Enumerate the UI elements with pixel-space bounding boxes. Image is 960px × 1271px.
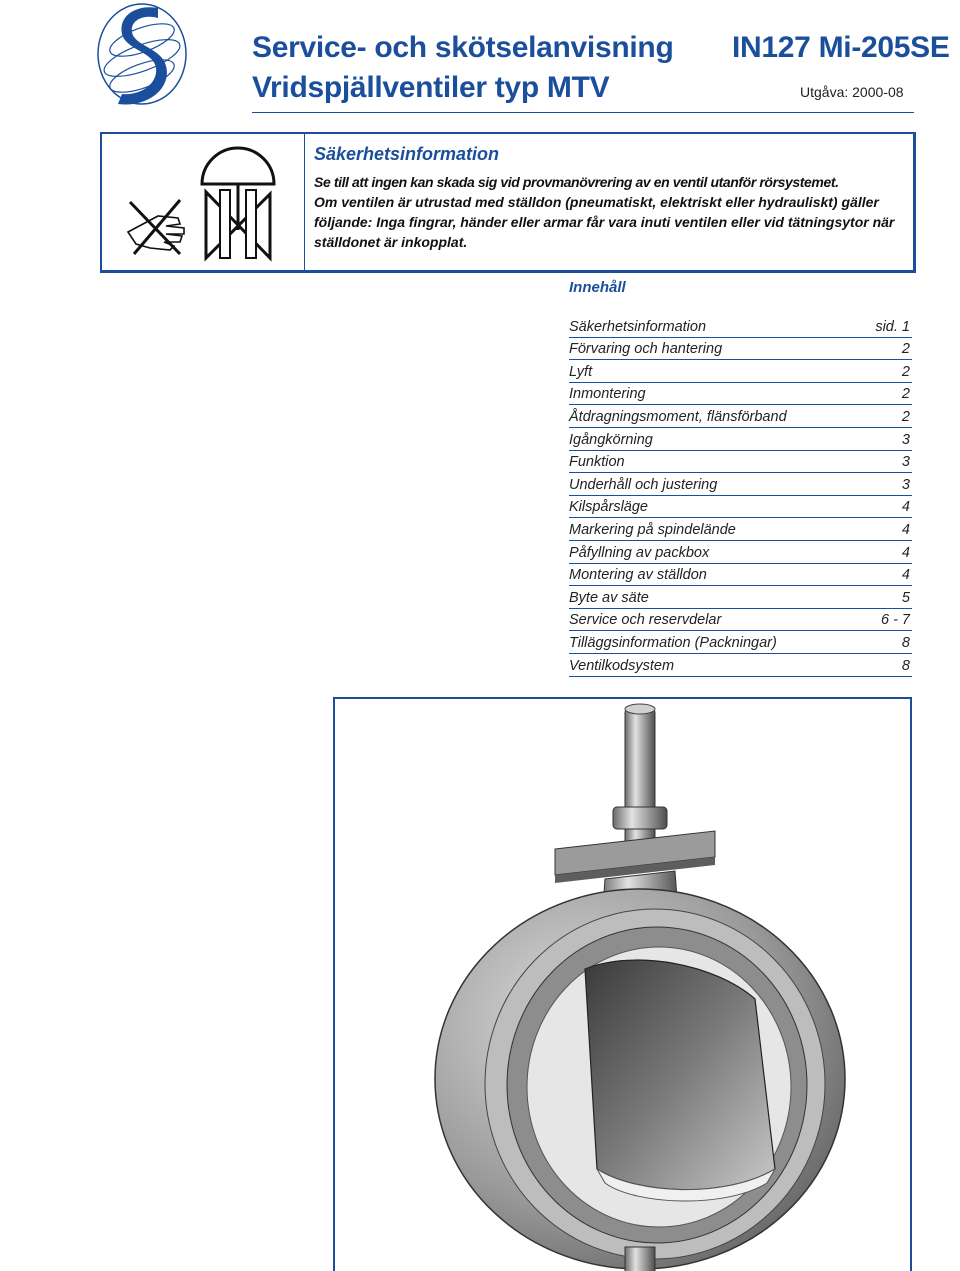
toc-item-page: 3 <box>901 476 910 493</box>
toc-item-page: 2 <box>901 341 910 358</box>
toc-item-page: 4 <box>901 521 910 538</box>
toc-item-page: 2 <box>901 363 910 380</box>
safety-heading: Säkerhetsinformation <box>314 144 500 164</box>
safety-warning-line-2: Om ventilen är utrustad med ställdon (pneumatiskt, elektriskt eller hydrauliskt) gäller följande: Inga fingrar, händer eller armar får vara inuti ventilen eller vid tätningsytor när ställdonet är inkopplat. <box>314 194 895 250</box>
toc-item-page: 2 <box>901 386 910 403</box>
toc-item[interactable] <box>569 474 912 496</box>
toc-item-page: 6 - 7 <box>880 612 910 629</box>
toc-item[interactable] <box>569 587 912 609</box>
toc-item[interactable] <box>569 452 912 474</box>
toc-item-label: Inmontering <box>569 386 646 403</box>
toc-item-page: sid. 1 <box>875 318 910 335</box>
no-hand-warning-icon <box>128 200 184 254</box>
toc-item-page: 2 <box>901 408 910 425</box>
toc-item-label: Förvaring och hantering <box>569 341 723 358</box>
toc-list <box>569 316 912 677</box>
butterfly-valve-photo <box>335 699 910 1271</box>
title-divider <box>252 112 914 113</box>
valve-actuator-symbol-icon <box>202 148 274 258</box>
document-number: IN127 Mi-205SE <box>732 31 950 64</box>
toc-item-page: 4 <box>901 567 910 584</box>
safety-divider <box>304 134 305 270</box>
toc-item[interactable] <box>569 610 912 632</box>
toc-item[interactable] <box>569 519 912 541</box>
toc-item-label: Byte av säte <box>569 589 649 606</box>
toc-item-label: Funktion <box>569 454 625 471</box>
toc-item[interactable] <box>569 565 912 587</box>
toc-item-page: 3 <box>901 431 910 448</box>
toc-item[interactable] <box>569 384 912 406</box>
toc-item-page: 3 <box>901 454 910 471</box>
toc-item-page: 8 <box>901 657 910 674</box>
safety-warning-icons <box>108 138 298 266</box>
toc-item-page: 5 <box>901 589 910 606</box>
toc-item[interactable] <box>569 429 912 451</box>
table-of-contents <box>569 278 912 678</box>
toc-item-label: Montering av ställdon <box>569 567 707 584</box>
safety-warning-line-1: Se till att ingen kan skada sig vid provmanövrering av en ventil utanför rörsystemet. <box>314 174 839 190</box>
toc-item-label: Påfyllning av packbox <box>569 544 710 561</box>
safety-information-box <box>100 132 916 273</box>
toc-item-label: Service och reservdelar <box>569 612 722 629</box>
toc-heading: Innehåll <box>569 279 626 296</box>
edition-date: Utgåva: 2000-08 <box>800 84 904 100</box>
valve-photo-frame <box>333 697 912 1271</box>
toc-item-label: Lyft <box>569 363 593 380</box>
toc-item-label: Åtdragningsmoment, flänsförband <box>569 408 787 425</box>
toc-item-label: Kilspårsläge <box>569 499 648 516</box>
toc-item[interactable] <box>569 542 912 564</box>
toc-item[interactable] <box>569 361 912 383</box>
title-text: Service- och skötselanvisning <box>252 31 674 64</box>
company-logo-icon <box>96 2 188 106</box>
toc-item-label: Underhåll och justering <box>569 476 718 493</box>
toc-item-label: Markering på spindelände <box>569 521 736 538</box>
toc-item-page: 4 <box>901 499 910 516</box>
toc-item-label: Ventilkodsystem <box>569 657 675 674</box>
toc-item[interactable] <box>569 406 912 428</box>
toc-item-label: Tilläggsinformation (Packningar) <box>569 634 777 651</box>
toc-item[interactable] <box>569 632 912 654</box>
title-line-1 <box>252 30 952 66</box>
toc-item-page: 4 <box>901 544 910 561</box>
toc-item-label: Säkerhetsinformation <box>569 318 707 335</box>
toc-item-page: 8 <box>901 634 910 651</box>
toc-item[interactable] <box>569 497 912 519</box>
toc-item[interactable] <box>569 316 912 338</box>
toc-item-label: Igångkörning <box>569 431 653 448</box>
title-line-2: Vridspjällventiler typ MTV <box>252 71 610 104</box>
toc-item[interactable] <box>569 655 912 677</box>
safety-text-block <box>314 142 904 252</box>
toc-item[interactable] <box>569 339 912 361</box>
